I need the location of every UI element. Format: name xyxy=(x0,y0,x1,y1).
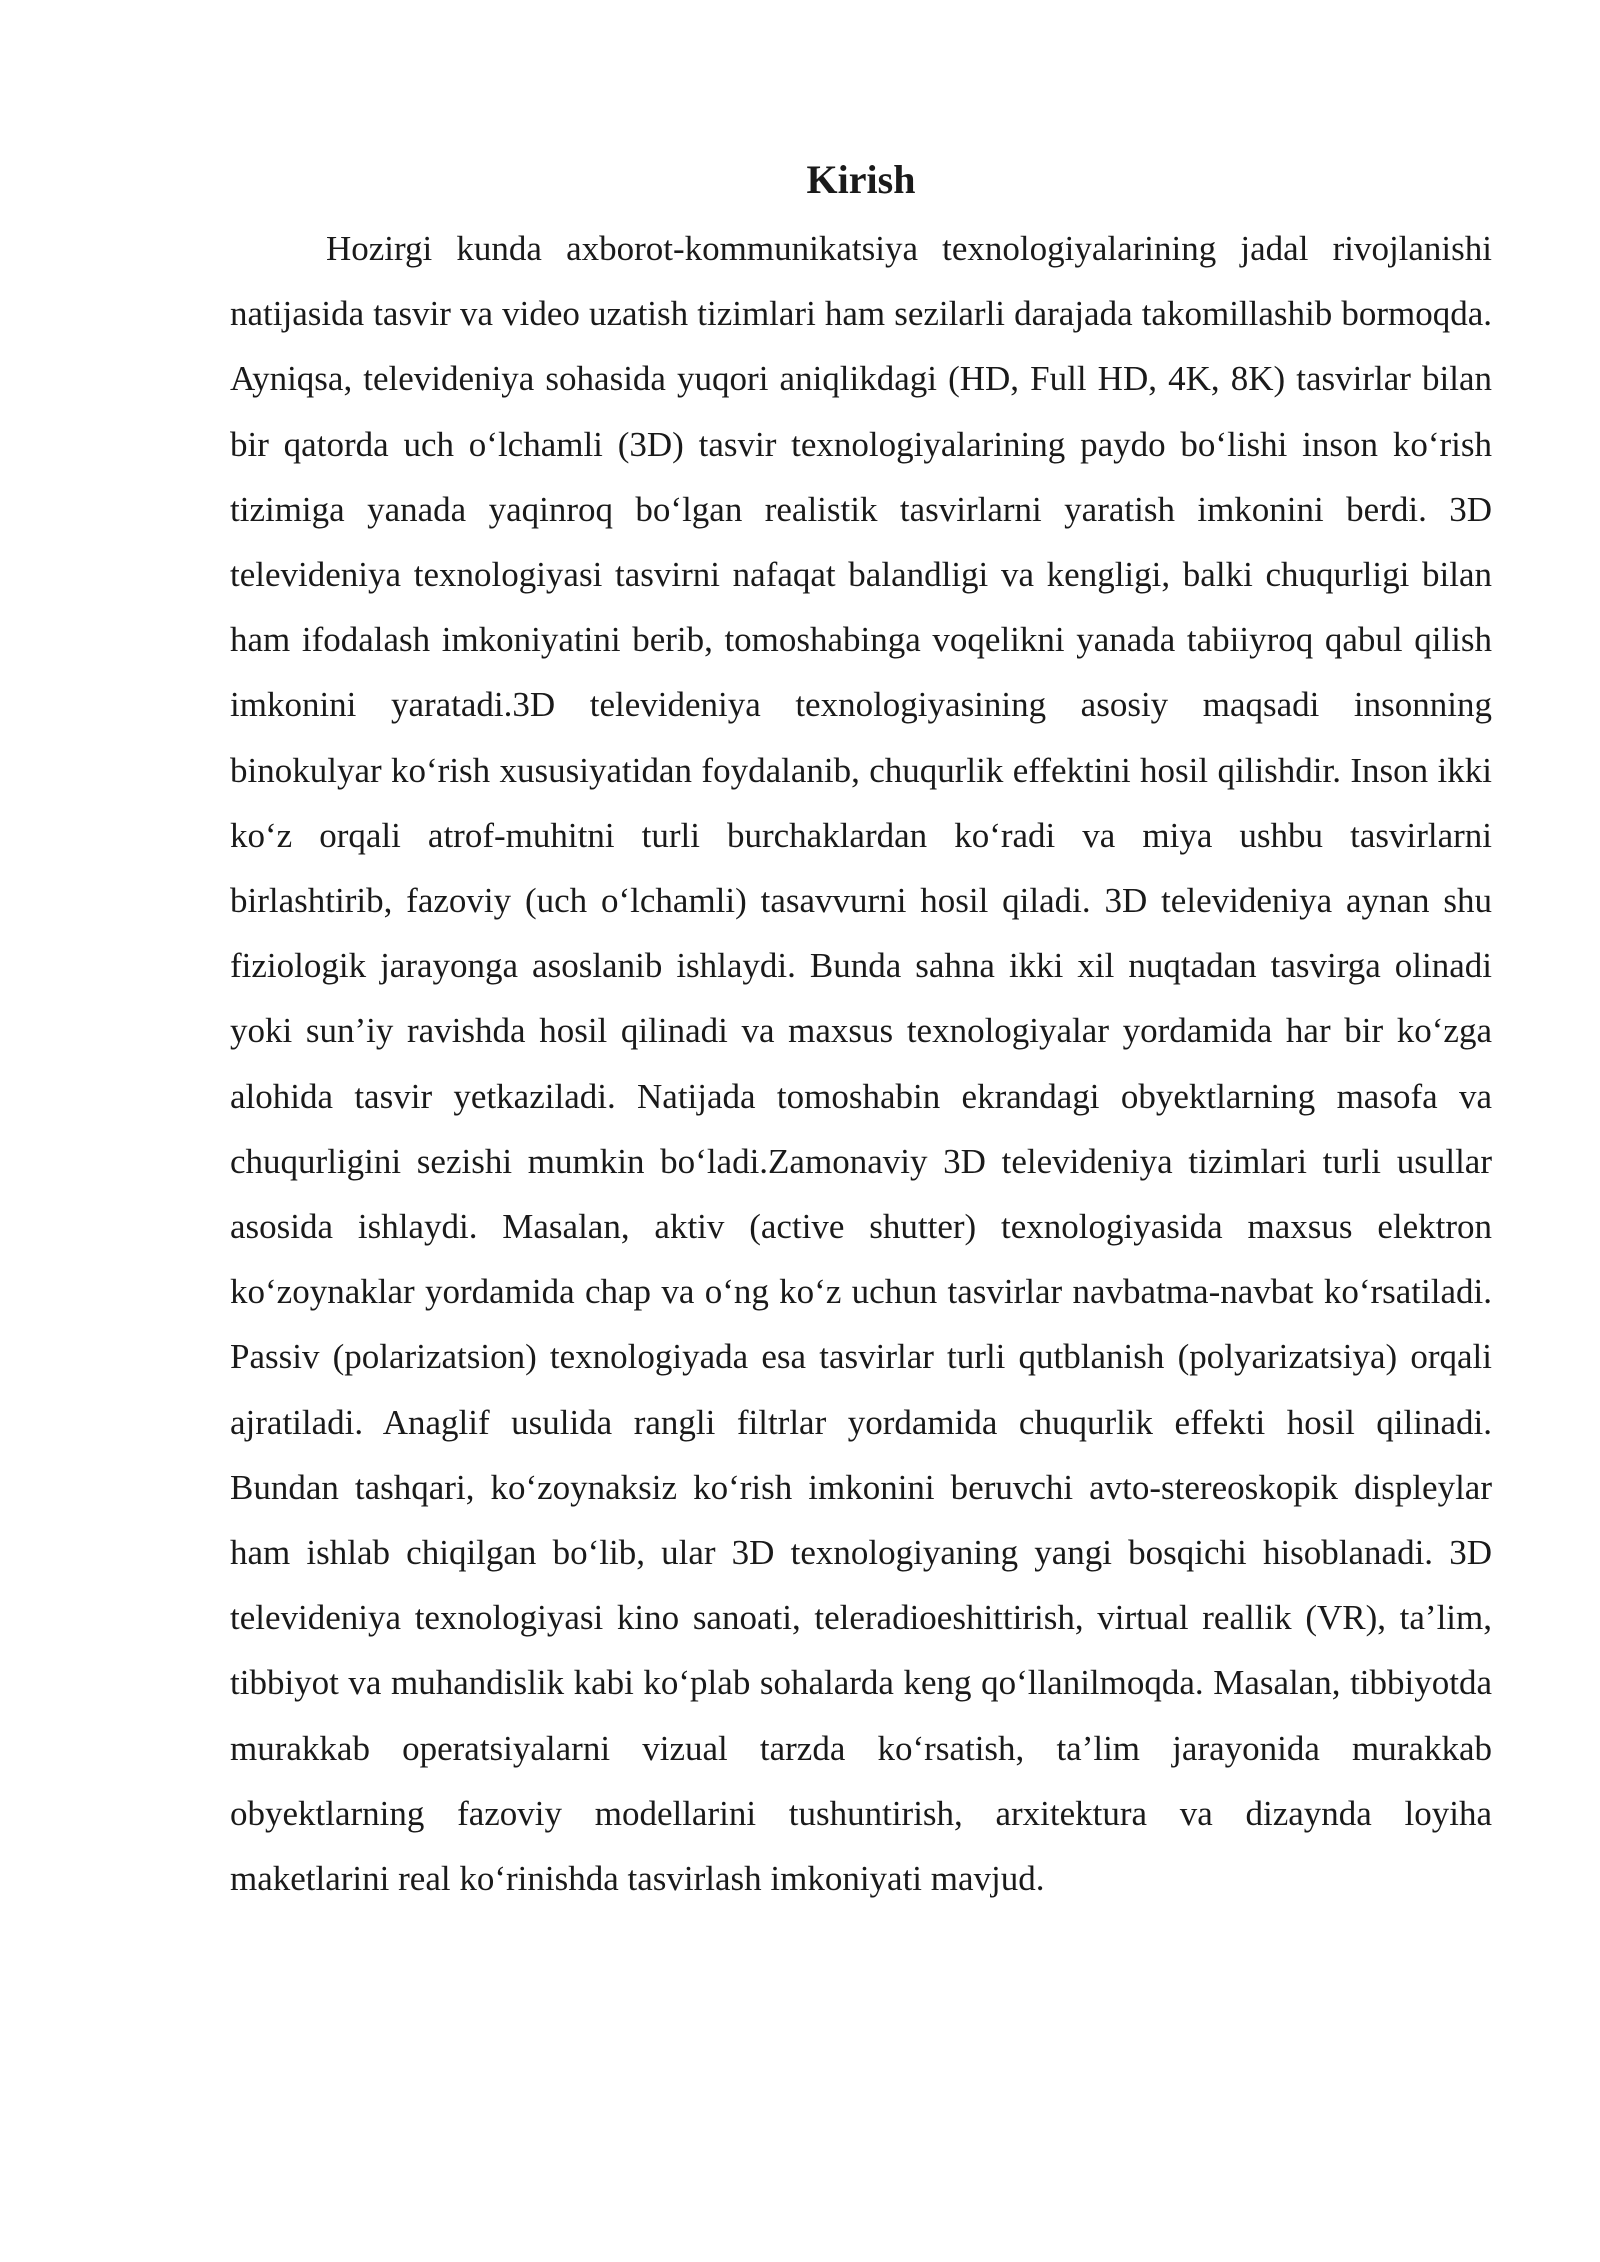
body-paragraph: Hozirgi kunda axborot-kommunikatsiya texnologiyalarining jadal rivojlanishi natijasida tasvir va video uzatish tizimlari ham sezilarli darajada takomillashib bormoqda. Ayniqsa, televideniya sohasida yuqori aniqlikdagi (HD, Full HD, 4K, 8K) tasvirlar bilan bir qatorda uch o‘lchamli (3D) tasvir texnologiyalarining paydo bo‘lishi inson ko‘rish tizimiga yanada yaqinroq bo‘lgan realistik tasvirlarni yaratish imkonini berdi. 3D televideniya texnologiyasi tasvirni nafaqat balandligi va kengligi, balki chuqurligi bilan ham ifodalash imkoniyatini berib, tomoshabinga voqelikni yanada tabiiyroq qabul qilish imkonini yaratadi.3D televideniya texnologiyasining asosiy maqsadi insonning binokulyar ko‘rish xususiyatidan foydalanib, chuqurlik effektini hosil qilishdir. Inson ikki ko‘z orqali atrof-muhitni turli burchaklardan ko‘radi va miya ushbu tasvirlarni birlashtirib, fazoviy (uch o‘lchamli) tasavvurni hosil qiladi. 3D televideniya aynan shu fiziologik jarayonga asoslanib ishlaydi. Bunda sahna ikki xil nuqtadan tasvirga olinadi yoki sun’iy ravishda hosil qilinadi va maxsus texnologiyalar yordamida har bir ko‘zga alohida tasvir yetkaziladi. Natijada tomoshabin ekrandagi obyektlarning masofa va chuqurligini sezishi mumkin bo‘ladi.Zamonaviy 3D televideniya tizimlari turli usullar asosida ishlaydi. Masalan, aktiv (active shutter) texnologiyasida maxsus elektron ko‘zoynaklar yordamida chap va o‘ng ko‘z uchun tasvirlar navbatma-navbat ko‘rsatiladi. Passiv (polarizatsion) texnologiyada esa tasvirlar turli qutblanish (polyarizatsiya) orqali ajratiladi. Anaglif usulida rangli filtrlar yordamida chuqurlik effekti hosil qilinadi. Bundan tashqari, ko‘zoynaksiz ko‘rish imkonini beruvchi avto-stereoskopik displeylar ham ishlab chiqilgan bo‘lib, ular 3D texnologiyaning yangi bosqichi hisoblanadi. 3D televideniya texnologiyasi kino sanoati, teleradioeshittirish, virtual reallik (VR), ta’lim, tibbiyot va muhandislik kabi ko‘plab sohalarda keng qo‘llanilmoqda. Masalan, tibbiyotda murakkab operatsiyalarni vizual tarzda ko‘rsatish, ta’lim jarayonida murakkab obyektlarning fazoviy modellarini tushuntirish, arxitektura va dizaynda loyiha maketlarini real ko‘rinishda tasvirlash imkoniyati mavjud. xyxy=(230,229,1492,1899)
page-content xyxy=(230,150,1492,1911)
page-title: Kirish xyxy=(806,157,916,202)
